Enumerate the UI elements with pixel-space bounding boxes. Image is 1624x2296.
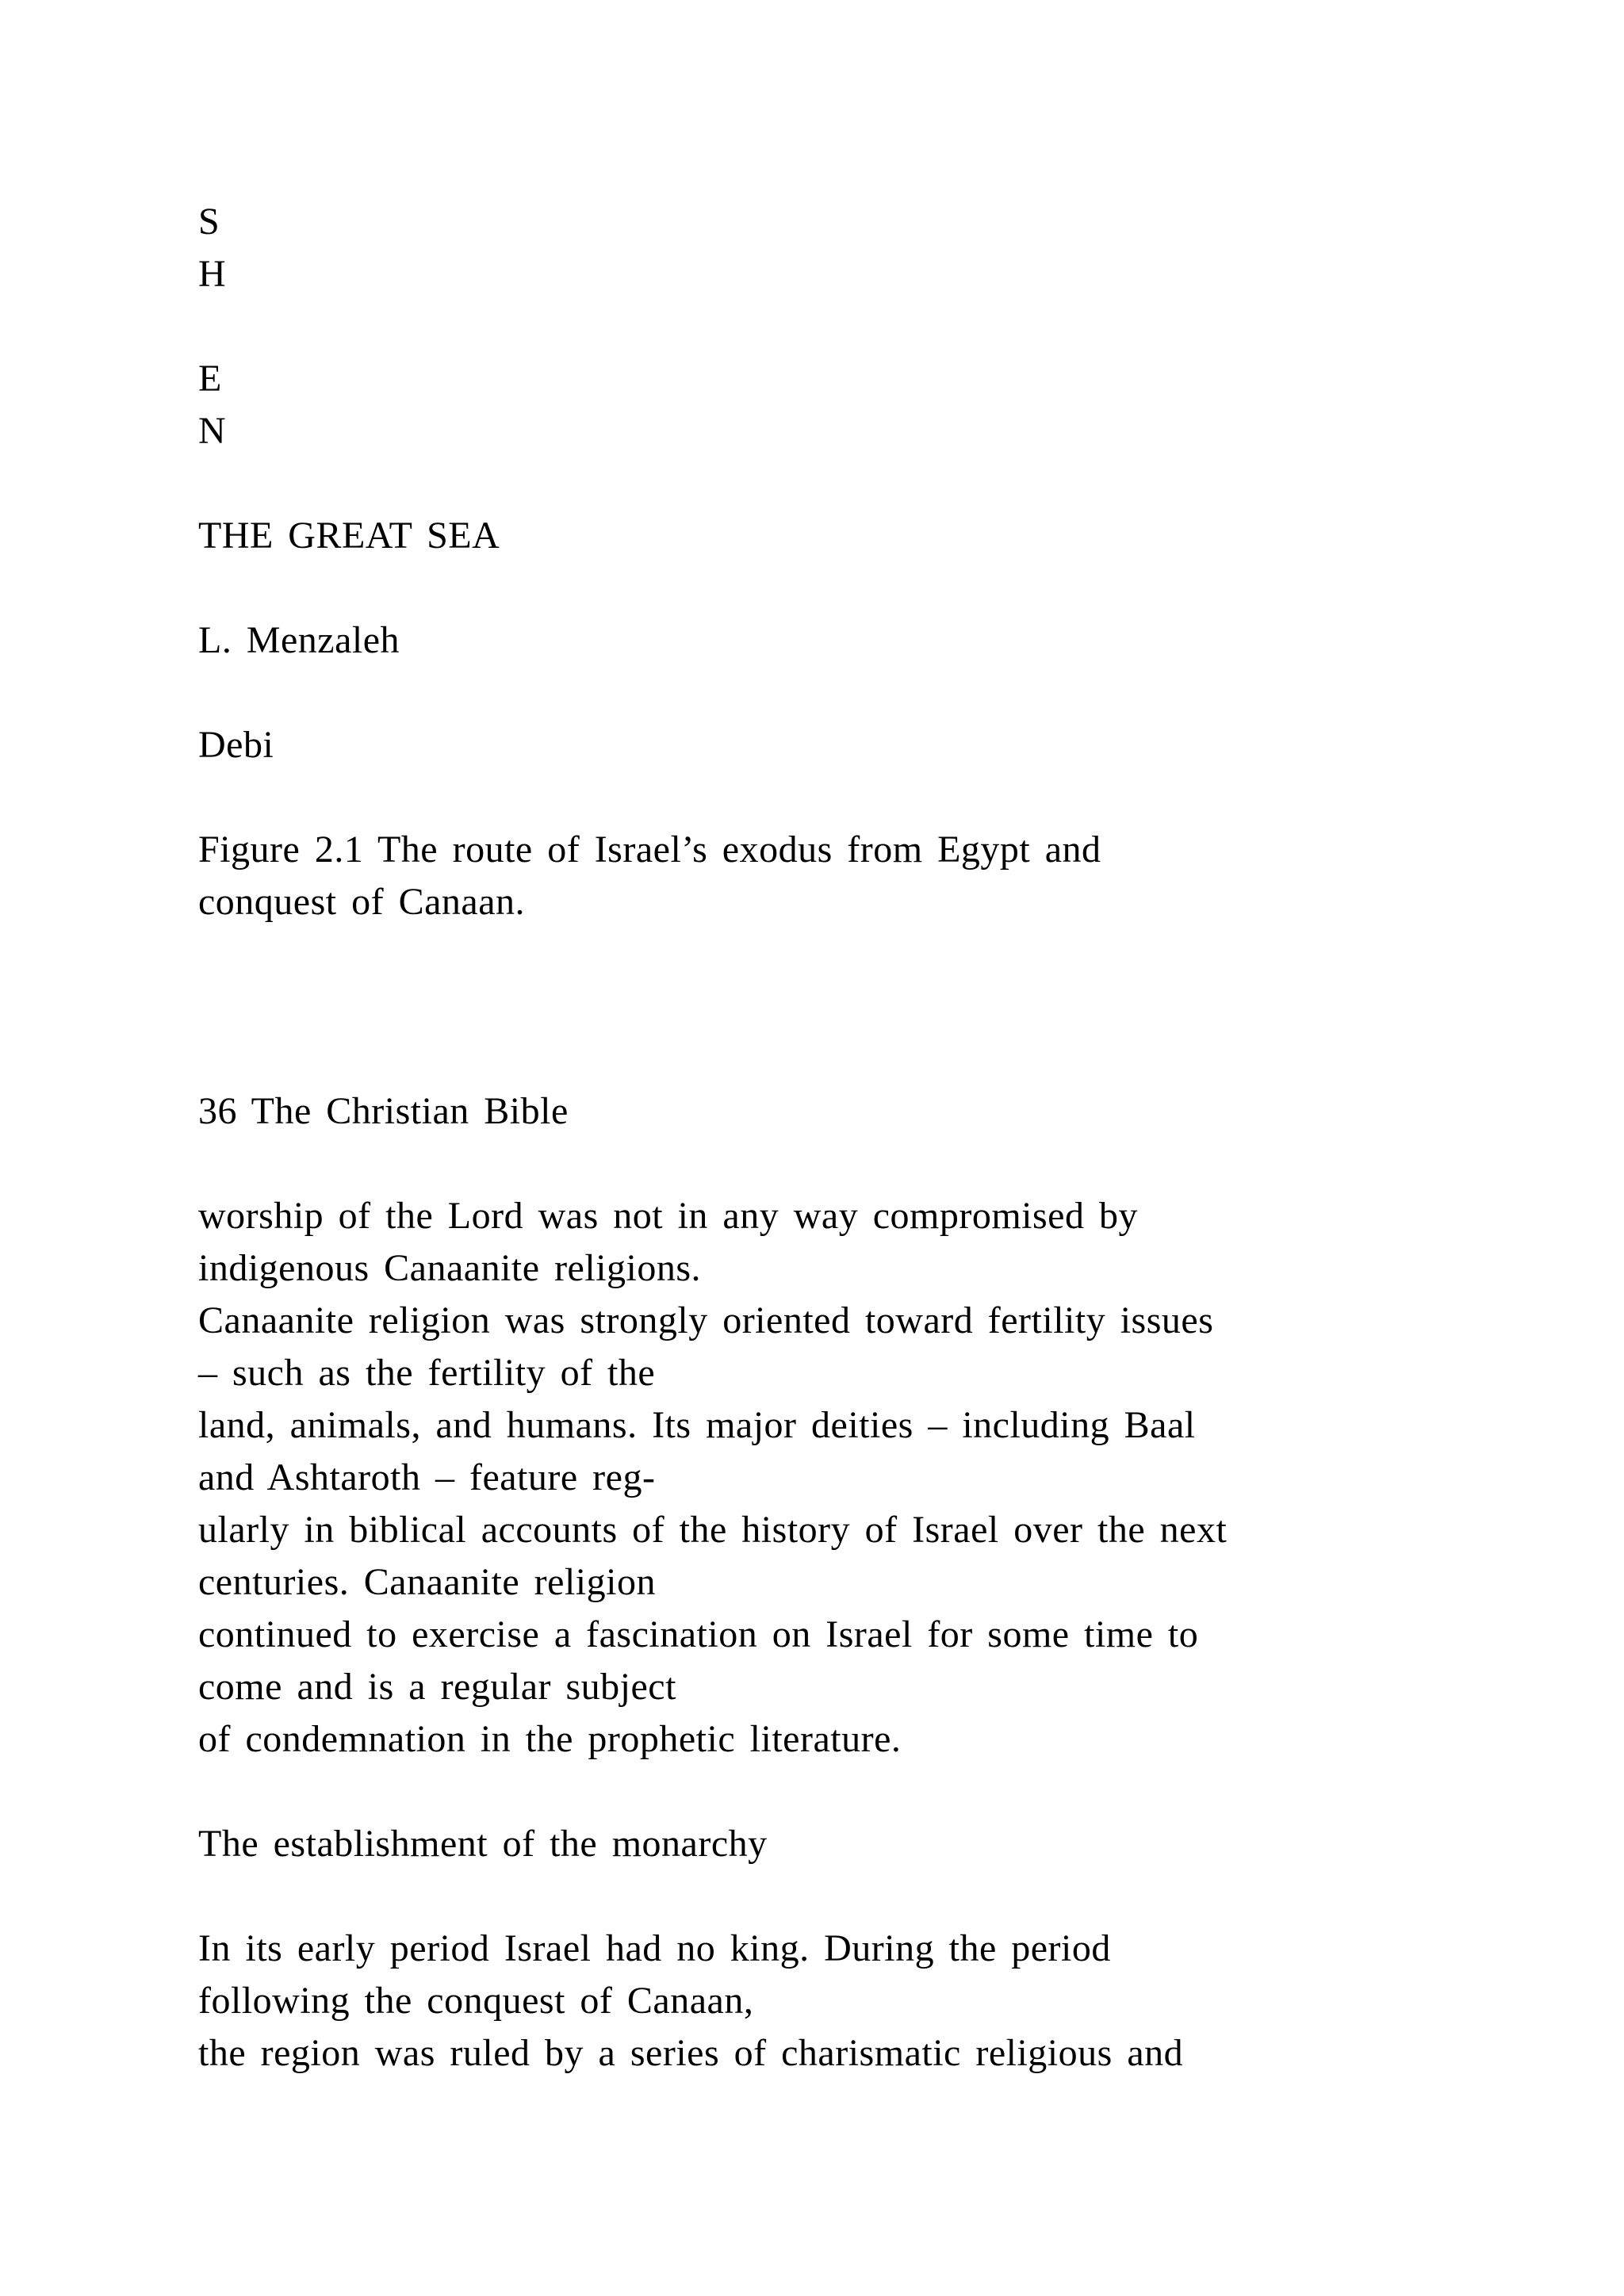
paragraph-2-line-2: following the conquest of Canaan, — [198, 1980, 754, 2022]
paragraph-1-line-7: ularly in biblical accounts of the history of Israel over the next — [198, 1509, 1228, 1551]
figure-caption-line-1: Figure 2.1 The route of Israel’s exodus from Egypt and — [198, 828, 1101, 871]
paragraph-1-line-2: indigenous Canaanite religions. — [198, 1247, 702, 1289]
map-letter-n: N — [198, 410, 227, 452]
paragraph-1-line-3: Canaanite religion was strongly oriented toward fertility issues — [198, 1299, 1214, 1341]
paragraph-1-line-1: worship of the Lord was not in any way compromised by — [198, 1195, 1138, 1237]
map-label-great-sea: THE GREAT SEA — [198, 515, 500, 557]
paragraph-1-line-8: centuries. Canaanite religion — [198, 1561, 656, 1603]
map-letter-e: E — [198, 358, 222, 400]
figure-caption-line-2: conquest of Canaan. — [198, 881, 526, 923]
section-heading: The establishment of the monarchy — [198, 1823, 768, 1865]
paragraph-2-line-1: In its early period Israel had no king. During the period — [198, 1927, 1111, 1969]
map-letter-s: S — [198, 201, 220, 243]
map-letter-h: H — [198, 253, 227, 295]
paragraph-1-line-10: come and is a regular subject — [198, 1666, 676, 1708]
paragraph-1-line-6: and Ashtaroth – feature reg- — [198, 1456, 656, 1498]
map-label-debi: Debi — [198, 724, 274, 766]
paragraph-1-line-9: continued to exercise a fascination on Israel for some time to — [198, 1613, 1199, 1655]
map-label-lake-menzaleh: L. Menzaleh — [198, 619, 400, 661]
paragraph-1-line-4: – such as the fertility of the — [198, 1352, 656, 1394]
paragraph-2-line-3: the region was ruled by a series of charismatic religious and — [198, 2032, 1184, 2074]
paragraph-1-line-11: of condemnation in the prophetic literature. — [198, 1718, 902, 1760]
paragraph-1-line-5: land, animals, and humans. Its major deities – including Baal — [198, 1404, 1196, 1446]
running-header: 36 The Christian Bible — [198, 1090, 569, 1132]
